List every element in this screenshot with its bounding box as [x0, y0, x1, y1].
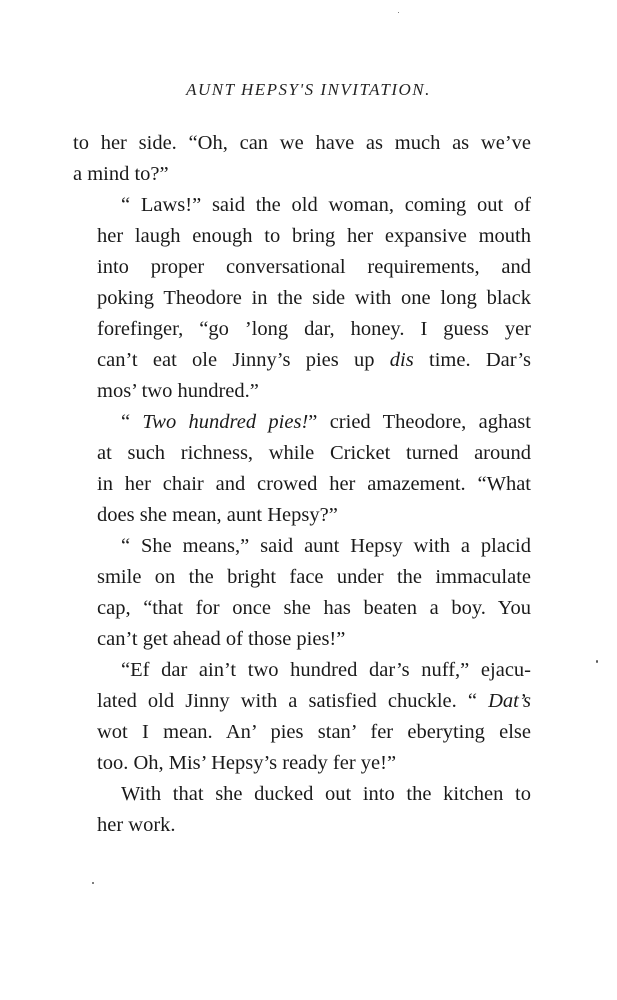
- italic-word: Dat’s: [488, 690, 531, 712]
- paragraph-5: [73, 655, 531, 779]
- text-line: her laugh enough to bring her expansive mouth: [97, 225, 531, 247]
- text-line: a mind to?”: [73, 163, 169, 185]
- italic-phrase: Two hundred pies!: [142, 411, 309, 433]
- text-segment: ” cried Theodore, aghast: [308, 411, 531, 433]
- paragraph-2: [73, 190, 531, 407]
- text-line: With that she ducked out into the kitchen to: [121, 783, 531, 805]
- paragraph-3: [73, 407, 531, 531]
- print-speck: [596, 660, 598, 663]
- text-segment: time. Dar’s: [413, 349, 532, 371]
- running-header: AUNT HEPSY'S INVITATION.: [186, 80, 431, 99]
- text-line: does she mean, aunt Hepsy?”: [97, 504, 338, 526]
- text-line: wot I mean. An’ pies stan’ fer eberyting else: [97, 721, 531, 743]
- page-body: [73, 128, 531, 841]
- text-line: in her chair and crowed her amazement. “What: [97, 473, 531, 495]
- print-speck: [92, 882, 94, 884]
- text-line: her work.: [97, 814, 176, 836]
- text-line: mos’ two hundred.”: [97, 380, 259, 402]
- text-line: “ She means,” said aunt Hepsy with a placid: [121, 535, 531, 557]
- text-line: can’t get ahead of those pies!”: [97, 628, 346, 650]
- text-segment: lated old Jinny with a satisfied chuckle. “: [97, 690, 489, 712]
- text-line: at such richness, while Cricket turned around: [97, 442, 531, 464]
- text-line-mixed: [73, 686, 531, 717]
- text-line: to her side. “Oh, can we have as much as we’ve: [73, 132, 531, 154]
- text-line: too. Oh, Mis’ Hepsy’s ready fer ye!”: [97, 752, 397, 774]
- text-line: into proper conversational requirements, and: [97, 256, 531, 278]
- text-line: poking Theodore in the side with one long black: [97, 287, 531, 309]
- text-line: “ Laws!” said the old woman, coming out of: [121, 194, 531, 216]
- paragraph-1: [73, 128, 531, 190]
- text-line: cap, “that for once she has beaten a boy. You: [97, 597, 531, 619]
- paragraph-4: [73, 531, 531, 655]
- text-line-mixed: “ Two hundred pies!” cried Theodore, aghast: [121, 411, 531, 433]
- text-line-mixed: [73, 345, 531, 376]
- text-segment: can’t eat ole Jinny’s pies up: [97, 349, 390, 371]
- italic-word: dis: [389, 349, 414, 371]
- text-line: forefinger, “go ’long dar, honey. I guess yer: [97, 318, 531, 340]
- print-speck: [398, 12, 399, 13]
- text-line: “Ef dar ain’t two hundred dar’s nuff,” ejacu-: [121, 659, 531, 681]
- text-line: smile on the bright face under the immaculate: [97, 566, 531, 588]
- paragraph-6: [73, 779, 531, 841]
